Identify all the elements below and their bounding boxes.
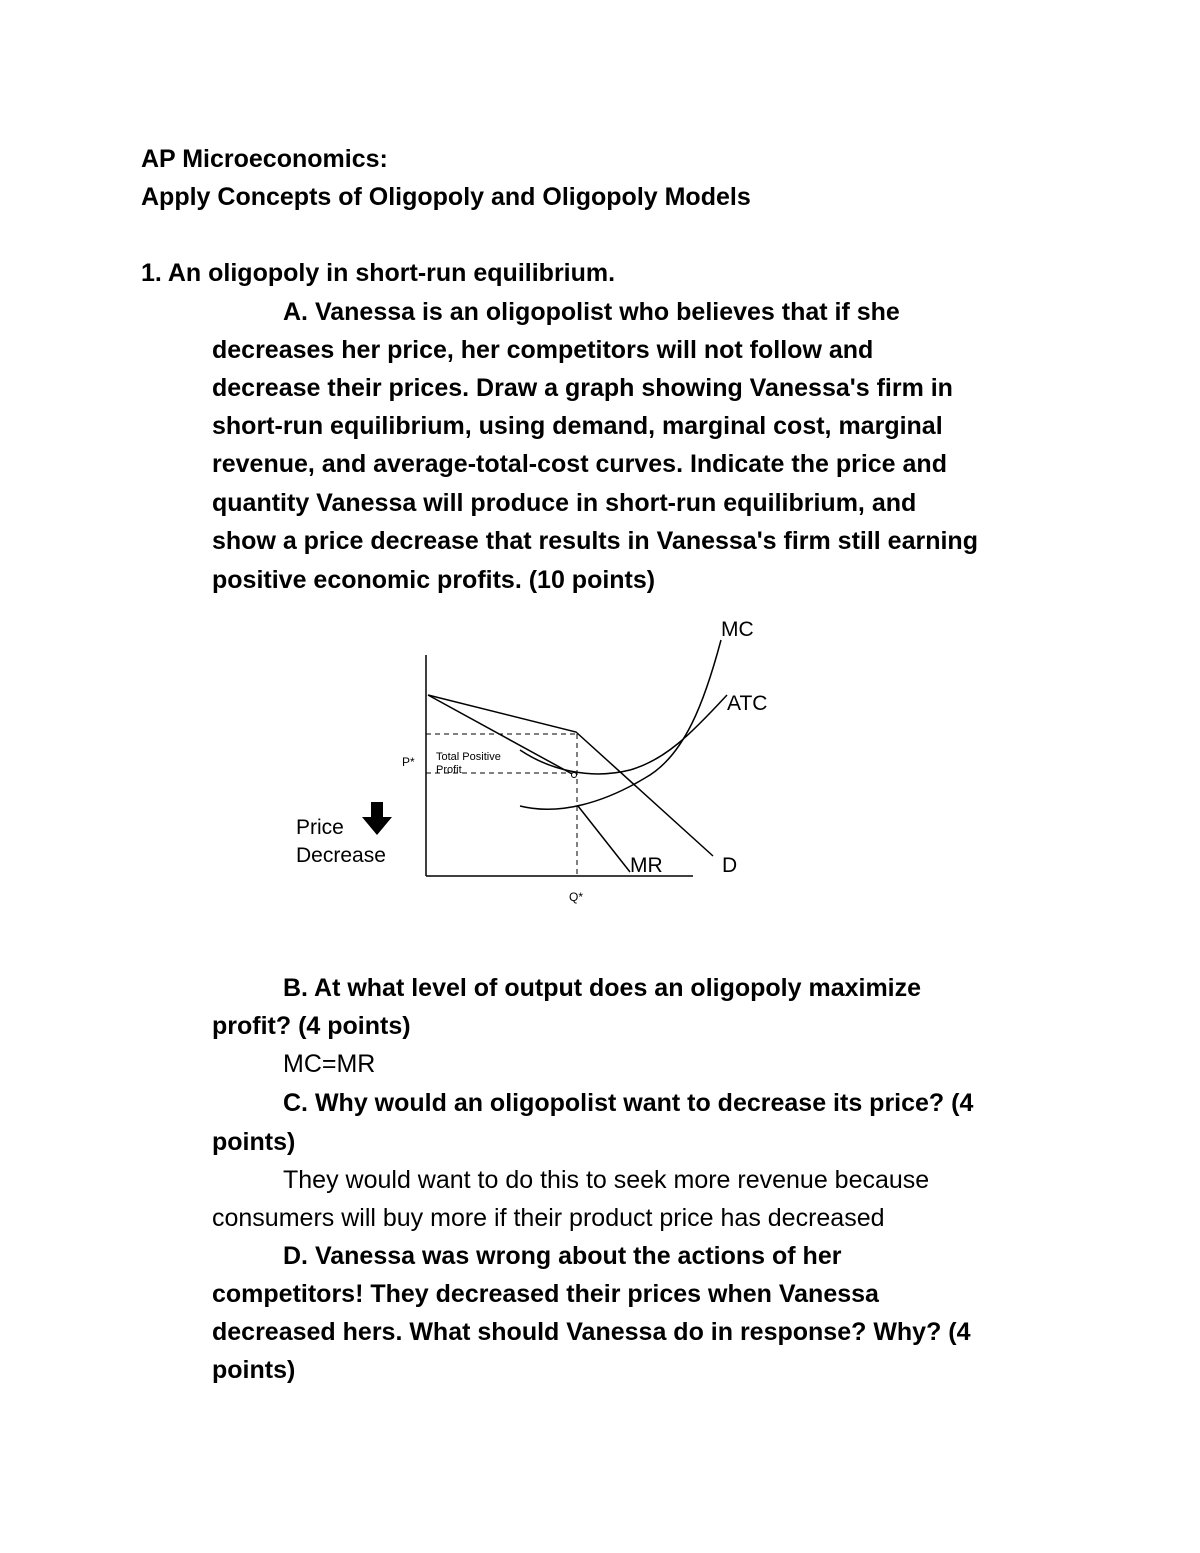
mc-label: MC (721, 618, 754, 641)
mr-curve (578, 806, 630, 872)
p-star-label: P* (402, 755, 415, 769)
question-d-line: D. Vanessa was wrong about the actions of her (283, 1242, 842, 1270)
question-a-line: positive economic profits. (10 points) (212, 566, 656, 594)
question-c-line: C. Why would an oligopolist want to decrease its price? (4 (283, 1089, 974, 1117)
down-arrow-icon (362, 802, 392, 835)
oligopoly-graph (285, 610, 805, 920)
question-a-line: quantity Vanessa will produce in short-run equilibrium, and (212, 489, 917, 517)
answer-c-line: They would want to do this to seek more revenue because (283, 1166, 930, 1194)
kink-point (572, 773, 577, 778)
question-a-line: revenue, and average-total-cost curves. Indicate the price and (212, 450, 947, 478)
profit-label-line-1: Total Positive (436, 751, 501, 763)
question-1: 1. An oligopoly in short-run equilibrium. (141, 259, 616, 287)
atc-label: ATC (727, 692, 768, 715)
title-line-1: AP Microeconomics: (141, 145, 388, 173)
question-a-line: A. Vanessa is an oligopolist who believes that if she (283, 298, 900, 326)
question-c-line: points) (212, 1128, 296, 1156)
mc-curve (520, 640, 721, 809)
question-a-line: short-run equilibrium, using demand, marginal cost, marginal (212, 412, 943, 440)
question-d-line: points) (212, 1356, 296, 1384)
question-d-line: decreased hers. What should Vanessa do in response? Why? (4 (212, 1318, 971, 1346)
mr-label: MR (630, 854, 663, 877)
price-decrease-label-2: Decrease (296, 844, 386, 867)
question-b-line: B. At what level of output does an oligopoly maximize (283, 974, 922, 1002)
q-star-label: Q* (569, 890, 584, 904)
question-a-line: decreases her price, her competitors will not follow and (212, 336, 874, 364)
question-a-line: decrease their prices. Draw a graph showing Vanessa's firm in (212, 374, 953, 402)
question-b-line: profit? (4 points) (212, 1012, 411, 1040)
price-decrease-label-1: Price (296, 816, 344, 839)
answer-c-line: consumers will buy more if their product price has decreased (212, 1204, 885, 1232)
answer-b: MC=MR (283, 1050, 376, 1078)
title-line-2: Apply Concepts of Oligopoly and Oligopoly Models (141, 183, 751, 211)
lower-demand-segment (428, 695, 574, 775)
question-d-line: competitors! They decreased their prices when Vanessa (212, 1280, 879, 1308)
question-a-line: show a price decrease that results in Vanessa's firm still earning (212, 527, 978, 555)
profit-label-line-2: Profit (436, 764, 462, 776)
d-label: D (722, 854, 738, 877)
